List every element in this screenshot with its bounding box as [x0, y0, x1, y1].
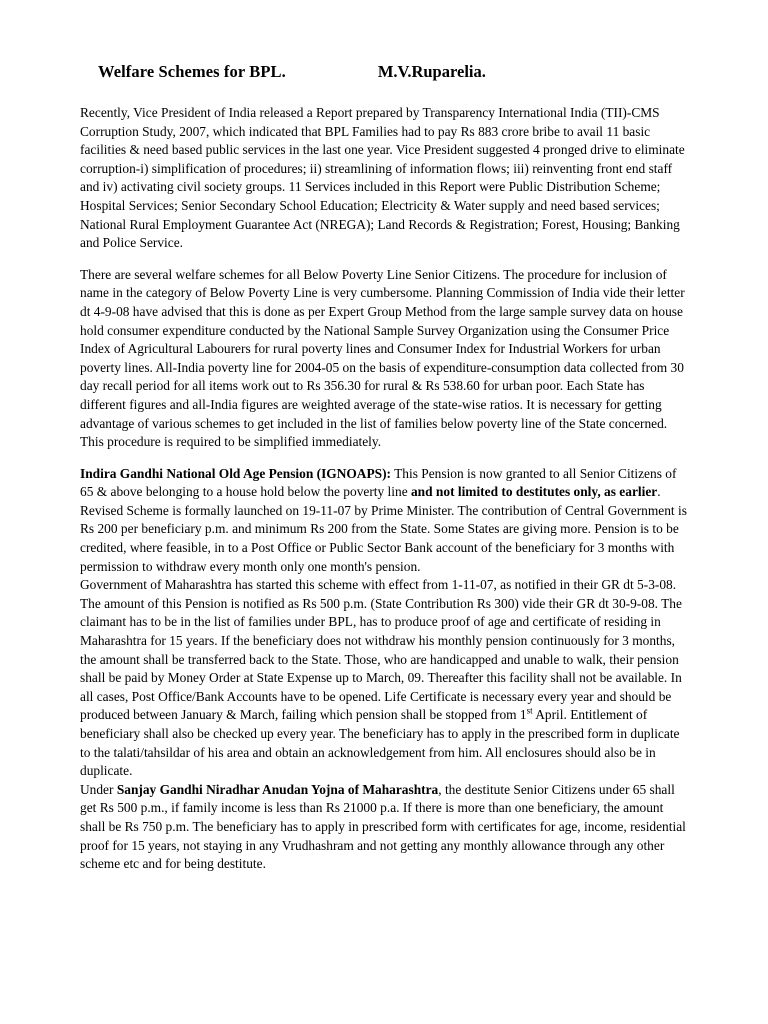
ordinal-suffix: st: [526, 705, 533, 716]
paragraph-bpl-procedure: There are several welfare schemes for all Below Poverty Line Senior Citizens. The procedure for inclusion of name in the category of Below Poverty Line is very cumbersome. Planning Commission of India vide their letter dt 4-9-08 have advised that this is done as per Expert Group Method from the large sample survey data on house hold consumer expenditure conducted by the National Sample Survey Organization using the Consumer Price Index of Agricultural Labourers for rural poverty lines and Consumer Index for Industrial Workers for urban poverty lines. All-India poverty line for 2004-05 on the basis of expenditure-consumption data collected from 30 day recall period for all items work out to Rs 356.30 for rural & Rs 538.60 for urban poor. Each State has different figures and all-India figures are weighted average of the state-wise ratios. It is necessary for getting advantage of various schemes to get included in the list of families below poverty line of the State concerned. This procedure is required to be simplified immediately.: [80, 266, 685, 450]
paragraph-maharashtra-scheme: [80, 576, 690, 781]
ignoaps-emphasis: and not limited to destitutes only, as earlier: [410, 484, 658, 500]
document-author: M.V.Ruparelia.: [377, 62, 486, 81]
paragraph-intro: Recently, Vice President of India released a Report prepared by Transparency International India (TII)-CMS Corruption Study, 2007, which indicated that BPL Families had to pay Rs 883 crore bribe to avail 11 basic facilities & need based public services in the last one year. Vice President suggested 4 pronged drive to eliminate corruption-i) simplification of procedures; ii) streamlining of information flows; iii) reinventing front end staff and iv) activating civil society groups. 11 Services included in this Report were Public Distribution Scheme; Hospital Services; Senior Secondary School Education; Electricity & Water supply and need based services; National Rural Employment Guarantee Act (NREGA); Land Records & Registration; Forest, Housing; Banking and Police Service.: [80, 105, 685, 251]
ignoaps-text-2: . Revised Scheme is formally launched on 19-11-07 by Prime Minister. The contribution of Central Government is Rs 200 per beneficiary p.m. and minimum Rs 200 from the State. Some States are giving more. Pension is to be credited, where feasible, in to a Post Office or Public Sector Bank account of the beneficiary for 3 months with permission to withdraw every month only one month's pension.: [80, 484, 687, 574]
section-heading-ignoaps: Indira Gandhi National Old Age Pension (IGNOAPS):: [80, 465, 392, 481]
document-title-row: [80, 62, 690, 82]
maharashtra-text-2: April. Entitlement of beneficiary shall also be checked up every year. The beneficiary has to apply in the prescribed form in duplicate to the talati/tahsildar of his area and obtain an acknowledgement from him. All enclosures should also be in duplicate.: [80, 707, 680, 779]
scheme-name-sanjay-gandhi: Sanjay Gandhi Niradhar Anudan Yojna of Maharashtra: [116, 781, 439, 797]
page-title: Welfare Schemes for BPL.: [98, 62, 286, 81]
maharashtra-text-1: Government of Maharashtra has started this scheme with effect from 1-11-07, as notified in their GR dt 5-3-08. The amount of this Pension is notified as Rs 500 p.m. (State Contribution Rs 300) vide their GR dt 30-9-08. The claimant has to be in the list of families under BPL, has to produce proof of age and certificate of residing in Maharashtra for 15 years. If the beneficiary does not withdraw his monthly pension continuously for 3 months, the amount shall be transferred back to the State. Those, who are handicapped and unable to walk, their pension shall be paid by Money Order at State Expense up to March, 09. Thereafter this facility shall not be available. In all cases, Post Office/Bank Accounts have to be opened. Life Certificate is necessary every year and should be produced between January & March, failing which pension shall be stopped from 1: [80, 577, 682, 723]
ignoaps-text-1: This Pension is now granted to all Senior Citizens of 65 & above belonging to a house hold below the poverty line: [80, 465, 677, 500]
paragraph-ignoaps: [80, 465, 690, 577]
sanjay-text-1: Under: [80, 781, 117, 797]
paragraph-sanjay-gandhi-yojna: [80, 781, 690, 874]
sanjay-text-2: , the destitute Senior Citizens under 65 shall get Rs 500 p.m., if family income is less than Rs 21000 p.a. If there is more than one beneficiary, the amount shall be Rs 750 p.m. The beneficiary has to apply in prescribed form with certificates for age, income, residential proof for 15 years, not staying in any Vrudhashram and not getting any monthly allowance through any other scheme etc and for being destitute.: [80, 781, 686, 872]
